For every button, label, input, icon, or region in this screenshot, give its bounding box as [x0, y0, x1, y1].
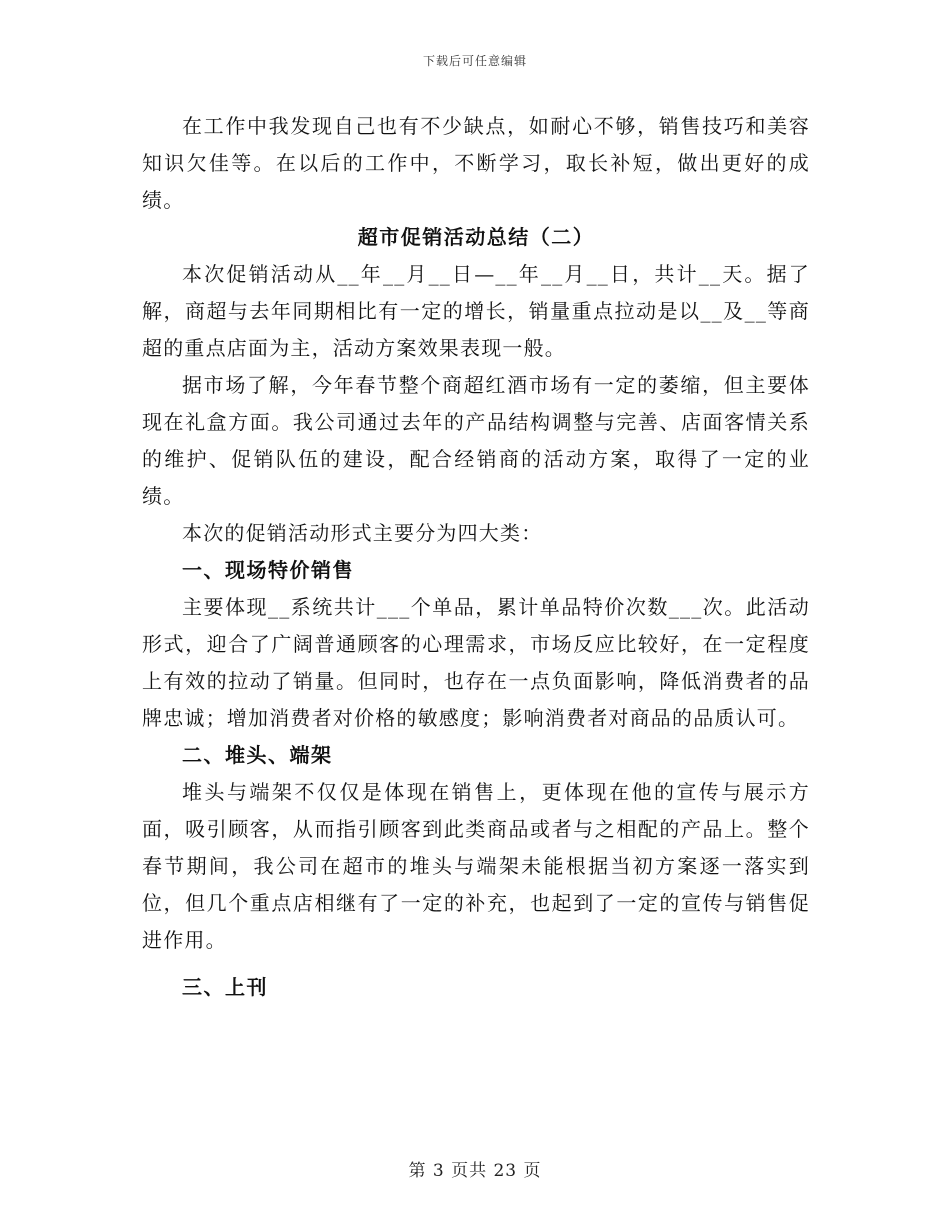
page-number-footer: 第 3 页共 23 页: [408, 1161, 542, 1181]
heading-publication: 三、上刊: [182, 975, 268, 999]
paragraph-special-price-sales: 主要体现__系统共计___个单品，累计单品特价次数___次。此活动形式，迎合了广阔普通顾客的心理需求，市场反应比较好，在一定程度上有效的拉动了销量。但同时，也存在一点负面影响，降低消费者的品牌忠诚；增加消费者对价格的敏感度；影响消费者对商品的品质认可。: [142, 595, 810, 730]
document-body: [142, 108, 810, 1006]
paragraph-shortcomings: 在工作中我发现自己也有不少缺点，如耐心不够，销售技巧和美容知识欠佳等。在以后的工作中，不断学习，取长补短，做出更好的成绩。: [142, 114, 810, 212]
paragraph-activity-types: 本次的促销活动形式主要分为四大类：: [182, 521, 543, 545]
heading-display-stands: 二、堆头、端架: [182, 743, 333, 767]
paragraph-market-overview: 据市场了解，今年春节整个商超红酒市场有一定的萎缩，但主要体现在礼盒方面。我公司通过去年的产品结构调整与完善、店面客情关系的维护、促销队伍的建设，配合经销商的活动方案，取得了一定的业绩。: [142, 373, 810, 508]
header-note: 下载后可任意编辑: [422, 54, 527, 68]
paragraph-display-stands: 堆头与端架不仅仅是体现在销售上，更体现在他的宣传与展示方面，吸引顾客，从而指引顾客到此类商品或者与之相配的产品上。整个春节期间，我公司在超市的堆头与端架未能根据当初方案逐一落实到位，但几个重点店相继有了一定的补充，也起到了一定的宣传与销售促进作用。: [142, 780, 810, 952]
section-title: 超市促销活动总结（二）: [357, 225, 595, 249]
paragraph-activity-period: 本次促销活动从__年__月__日—__年__月__日，共计__天。据了解，商超与去年同期相比有一定的增长，销量重点拉动是以__及__等商超的重点店面为主，活动方案效果表现一般。: [142, 262, 810, 360]
heading-special-price-sales: 一、现场特价销售: [182, 558, 354, 582]
